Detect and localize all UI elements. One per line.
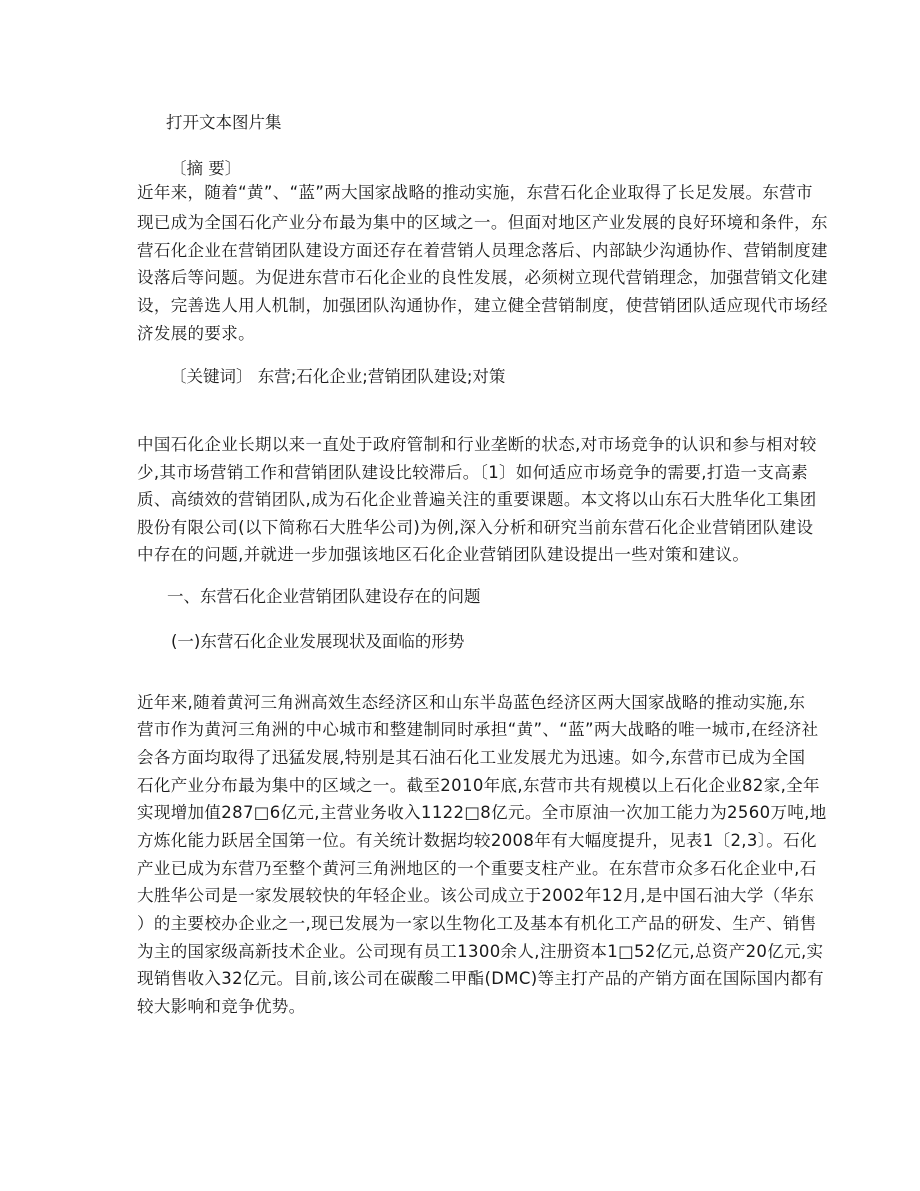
section-line: 实现增加值287□6亿元,主营业务收入1122□8亿元。全市原油一次加工能力为2560万吨,地 [137, 803, 827, 822]
section-line: 营市作为黄河三角洲的中心城市和整建制同时承担“黄”、“蓝”两大战略的唯一城市,在经济社 [137, 720, 819, 739]
open-image-gallery-link[interactable]: 打开文本图片集 [166, 113, 282, 132]
section-line: 大胜华公司是一家发展较快的年轻企业。该公司成立于2002年12月,是中国石油大学（华东 [137, 886, 815, 905]
section-line: 产业已成为东营乃至整个黄河三角洲地区的一个重要支柱产业。在东营市众多石化企业中,石 [137, 859, 817, 878]
section-line: 方炼化能力跃居全国第一位。有关统计数据均较2008年有大幅度提升，见表1〔2,3〕。石化 [137, 831, 817, 850]
intro-line: 质、高绩效的营销团队,成为石化企业普遍关注的重要课题。本文将以山东石大胜华化工集团 [137, 490, 817, 509]
section-line: 现销售收入32亿元。目前,该公司在碳酸二甲酯(DMC)等主打产品的产销方面在国际国内都有 [137, 969, 824, 988]
abstract-line: 济发展的要求。 [137, 324, 255, 343]
keywords-line: 〔关键词〕 东营;石化企业;营销团队建设;对策 [170, 367, 506, 386]
section-line: 近年来,随着黄河三角洲高效生态经济区和山东半岛蓝色经济区两大国家战略的推动实施,东 [137, 693, 806, 712]
section-line: 为主的国家级高新技术企业。公司现有员工1300余人,注册资本1□52亿元,总资产20亿元,实 [137, 942, 824, 961]
intro-line: 少,其市场营销工作和营销团队建设比较滞后。〔1〕如何适应市场竞争的需要,打造一支高素 [137, 463, 808, 482]
subsection-heading: (一)东营石化企业发展现状及面临的形势 [171, 632, 465, 651]
section-line: 会各方面均取得了迅猛发展,特别是其石油石化工业发展尤为迅速。如今,东营市已成为全国 [137, 748, 806, 767]
abstract-line: 现已成为全国石化产业分布最为集中的区域之一。但面对地区产业发展的良好环境和条件，东 [137, 213, 828, 232]
intro-line: 中国石化企业长期以来一直处于政府管制和行业垄断的状态,对市场竞争的认识和参与相对较 [137, 435, 817, 454]
intro-line: 中存在的问题,并就进一步加强该地区石化企业营销团队建设提出一些对策和建议。 [137, 545, 750, 564]
section-line: ）的主要校办企业之一,现已发展为一家以生物化工及基本有机化工产品的研发、生产、销售 [137, 914, 817, 933]
abstract-line: 设，完善选人用人机制，加强团队沟通协作，建立健全营销制度，使营销团队适应现代市场经 [137, 296, 828, 315]
abstract-label: 〔摘 要〕 [170, 159, 242, 178]
section-heading: 一、东营石化企业营销团队建设存在的问题 [167, 587, 481, 606]
abstract-line: 营石化企业在营销团队建设方面还存在着营销人员理念落后、内部缺少沟通协作、营销制度建 [137, 241, 828, 260]
section-line: 较大影响和竞争优势。 [137, 997, 306, 1016]
section-line: 石化产业分布最为集中的区域之一。截至2010年底,东营市共有规模以上石化企业82家,全年 [137, 776, 820, 795]
abstract-line: 近年来，随着“黄”、“蓝”两大国家战略的推动实施，东营石化企业取得了长足发展。东营市 [137, 183, 813, 202]
abstract-line: 设落后等问题。为促进东营市石化企业的良性发展，必须树立现代营销理念，加强营销文化建 [137, 268, 828, 287]
intro-line: 股份有限公司(以下简称石大胜华公司)为例,深入分析和研究当前东营石化企业营销团队建设 [137, 518, 814, 537]
